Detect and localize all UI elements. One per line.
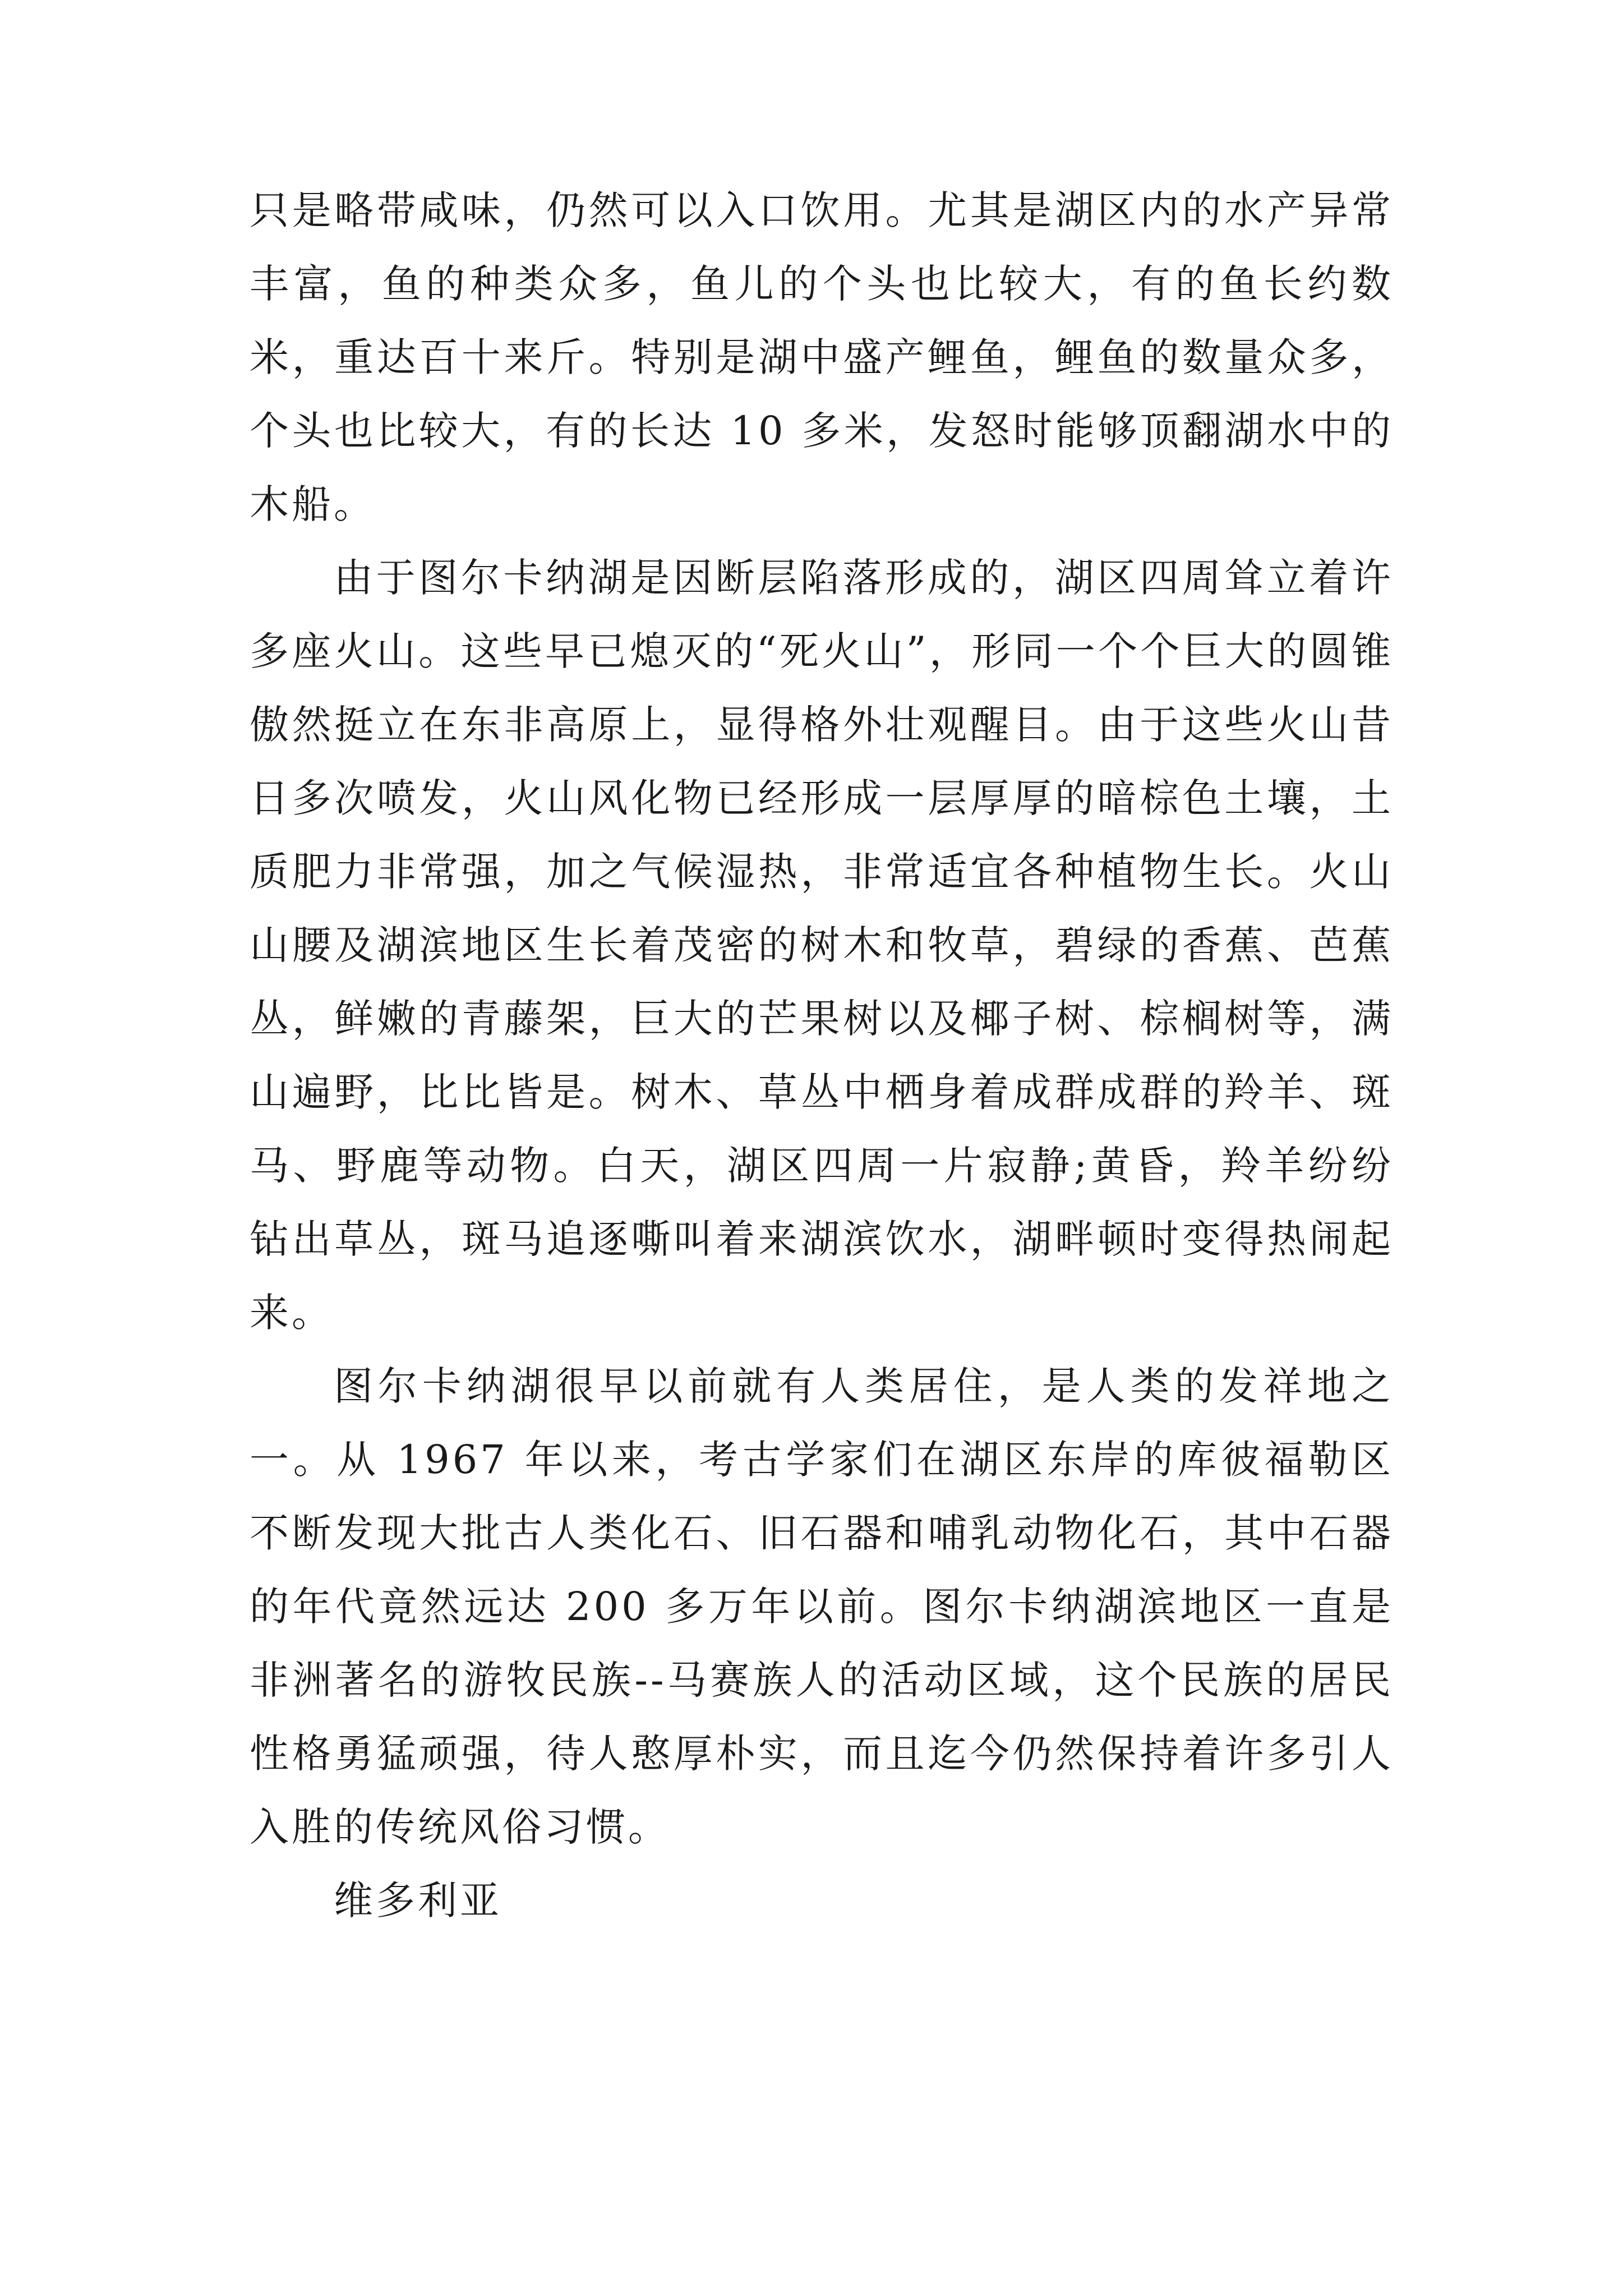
body-text — [250, 174, 1394, 1938]
paragraph-victoria-heading: 维多利亚 — [334, 1878, 502, 1924]
paragraph-fish: 只是略带咸味，仍然可以入口饮用。尤其是湖区内的水产异常丰富，鱼的种类众多，鱼儿的个头也比较大，有的鱼长约数米，重达百十来斤。特别是湖中盛产鲤鱼，鲤鱼的数量众多，个头也比较大，有的长达 10 多米，发怒时能够顶翻湖水中的木船。 — [250, 187, 1394, 527]
paragraph-human-origins: 图尔卡纳湖很早以前就有人类居住，是人类的发祥地之一。从 1967 年以来，考古学家们在湖区东岸的库彼福勒区不断发现大批古人类化石、旧石器和哺乳动物化石，其中石器的年代竟然远达 200 多万年以前。图尔卡纳湖滨地区一直是非洲著名的游牧民族--马赛族人的活动区域，这个民族的居民性格勇猛顽强，待人憨厚朴实，而且迄今仍然保持着许多引人入胜的传统风俗习惯。 — [250, 1363, 1394, 1850]
paragraph-volcanoes: 由于图尔卡纳湖是因断层陷落形成的，湖区四周耸立着许多座火山。这些早已熄灭的“死火山”，形同一个个巨大的圆锥傲然挺立在东非高原上，显得格外壮观醒目。由于这些火山昔日多次喷发，火山风化物已经形成一层厚厚的暗棕色土壤，土质肥力非常强，加之气候湿热，非常适宜各种植物生长。火山山腰及湖滨地区生长着茂密的树木和牧草，碧绿的香蕉、芭蕉丛，鲜嫩的青藤架，巨大的芒果树以及椰子树、棕榈树等，满山遍野，比比皆是。树木、草丛中栖身着成群成群的羚羊、斑马、野鹿等动物。白天，湖区四周一片寂静;黄昏，羚羊纷纷钻出草丛，斑马追逐嘶叫着来湖滨饮水，湖畔顿时变得热闹起来。 — [250, 555, 1394, 1336]
